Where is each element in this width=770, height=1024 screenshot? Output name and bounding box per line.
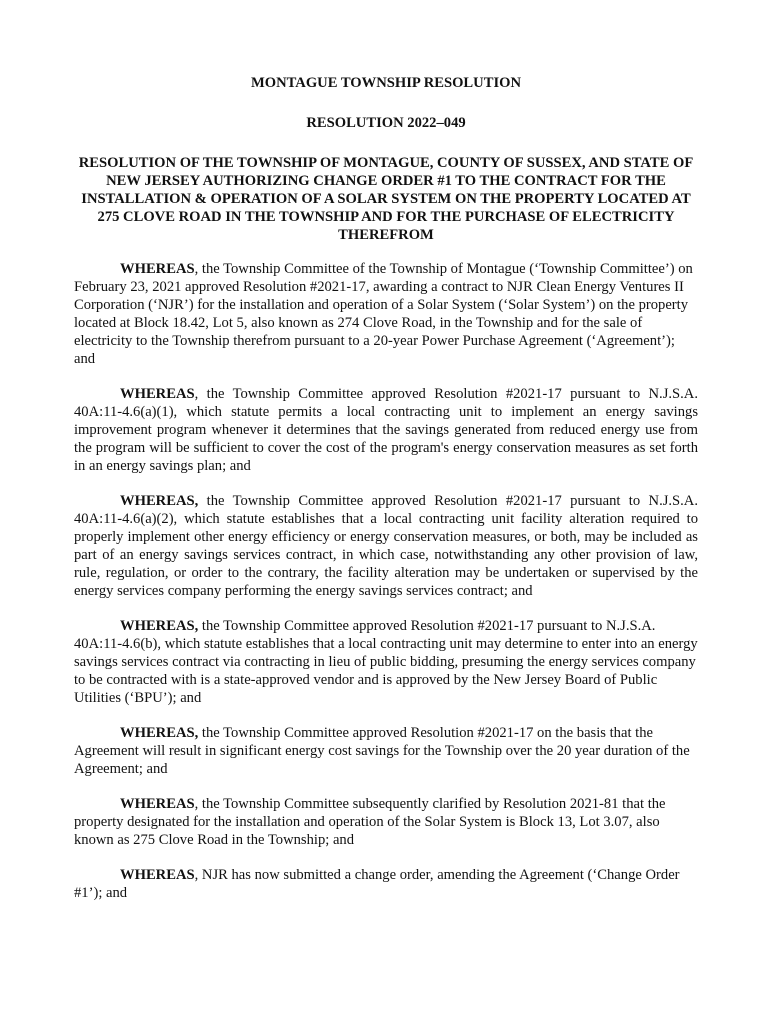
whereas-lead: WHEREAS: [120, 796, 195, 812]
whereas-paragraph-1: [74, 260, 698, 368]
whereas-lead: WHEREAS: [120, 386, 195, 402]
whereas-paragraph-7: [74, 866, 698, 902]
whereas-text: the Township Committee approved Resolution #2021-17 on the basis that the Agreement will result in significant energy cost savings for the Township over the 20 year duration of the Agreement; and: [74, 725, 690, 777]
whereas-lead: WHEREAS: [120, 261, 195, 277]
whereas-lead: WHEREAS,: [120, 618, 199, 634]
whereas-paragraph-4: [74, 617, 698, 707]
whereas-text: the Township Committee approved Resolution #2021-17 pursuant to N.J.S.A. 40A:11-4.6(b), which statute establishes that a local contracting unit may determine to enter into an energy savings services contract via contracting in lieu of public bidding, presuming the energy services company to be contracted with is a state-approved vendor and is approved by the New Jersey Board of Public Utilities (‘BPU’); and: [74, 618, 698, 706]
whereas-paragraph-3: [74, 492, 698, 600]
whereas-text: the Township Committee approved Resolution #2021-17 pursuant to N.J.S.A. 40A:11-4.6(a)(2), which statute establishes that a local contracting unit facility alteration required to properly implement other energy efficiency or energy conservation measures, or both, may be included as part of an energy savings services contract, in which case, notwithstanding any other provision of law, rule, regulation, or order to the contrary, the facility alteration may be undertaken or supervised by the energy services company performing the energy savings services contract; and: [74, 493, 698, 599]
whereas-text: , the Township Committee approved Resolution #2021-17 pursuant to N.J.S.A. 40A:11-4.6(a)(1), which statute permits a local contracting unit to implement an energy savings improvement program whenever it determines that the savings generated from reduced energy use from the program will be sufficient to cover the cost of the program's energy conservation measures as set forth in an energy savings plan; and: [74, 386, 698, 474]
whereas-paragraph-5: [74, 724, 698, 778]
whereas-paragraph-6: [74, 795, 698, 849]
whereas-lead: WHEREAS,: [120, 725, 199, 741]
whereas-lead: WHEREAS: [120, 867, 195, 883]
resolution-heading: RESOLUTION OF THE TOWNSHIP OF MONTAGUE, COUNTY OF SUSSEX, AND STATE OF NEW JERSEY AUTHORIZING CHANGE ORDER #1 TO THE CONTRACT FOR THE INSTALLATION & OPERATION OF A SOLAR SYSTEM ON THE PROPERTY LOCATED AT 275 CLOVE ROAD IN THE TOWNSHIP AND FOR THE PURCHASE OF ELECTRICITY THEREFROM: [78, 155, 694, 243]
whereas-text: , the Township Committee subsequently clarified by Resolution 2021-81 that the property designated for the installation and operation of the Solar System is Block 13, Lot 3.07, also known as 275 Clove Road in the Township; and: [74, 796, 666, 848]
whereas-text: , NJR has now submitted a change order, amending the Agreement (‘Change Order #1’); and: [74, 867, 680, 901]
whereas-lead: WHEREAS,: [120, 493, 199, 509]
whereas-paragraph-2: [74, 385, 698, 475]
document-title: MONTAGUE TOWNSHIP RESOLUTION: [250, 75, 522, 91]
whereas-text: , the Township Committee of the Township of Montague (‘Township Committee’) on February 23, 2021 approved Resolution #2021-17, awarding a contract to NJR Clean Energy Ventures II Corporation (‘NJR’) for the installation and operation of a Solar System (‘Solar System’) on the property located at Block 18.42, Lot 5, also known as 274 Clove Road, in the Township and for the sale of electricity to the Township therefrom pursuant to a 20-year Power Purchase Agreement (‘Agreement’); and: [74, 261, 693, 367]
resolution-page: [74, 74, 698, 919]
resolution-number: RESOLUTION 2022–049: [306, 115, 466, 131]
